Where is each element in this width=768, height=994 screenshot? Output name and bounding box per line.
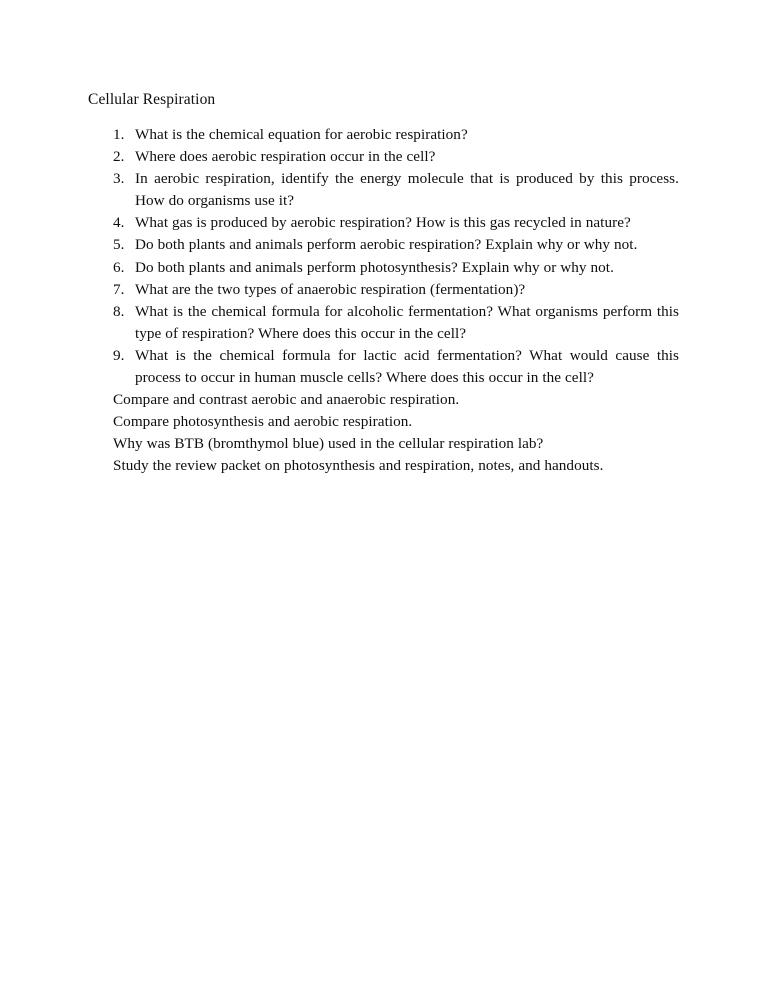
list-item	[88, 389, 679, 411]
page-title: Cellular Respiration	[88, 91, 216, 108]
list-item	[88, 345, 679, 389]
list-item	[88, 433, 679, 455]
list-item-text: What gas is produced by aerobic respiration? How is this gas recycled in nature?	[135, 214, 631, 232]
list-item-text: Do both plants and animals perform photosynthesis? Explain why or why not.	[135, 258, 614, 276]
list-item	[88, 124, 679, 146]
list-item	[88, 301, 679, 345]
list-item	[88, 411, 679, 433]
list-item	[88, 212, 679, 234]
list-item-number: 2.	[113, 148, 125, 166]
list-item	[88, 168, 679, 212]
list-item-text: Do both plants and animals perform aerobic respiration? Explain why or why not.	[135, 236, 638, 254]
question-list	[88, 124, 679, 478]
list-item-text: Where does aerobic respiration occur in the cell?	[135, 148, 436, 166]
list-item	[88, 455, 679, 477]
list-item-text: Study the review packet on photosynthesis and respiration, notes, and handouts.	[113, 457, 604, 475]
list-item-text: Compare photosynthesis and aerobic respiration.	[113, 413, 413, 431]
list-item-text: What is the chemical formula for alcoholic fermentation? What organisms perform this type of respiration? Where does this occur in the cell?	[135, 302, 679, 342]
list-item-number: 6.	[113, 258, 125, 276]
list-item-number: 3.	[113, 170, 125, 188]
list-item-number: 8.	[113, 302, 125, 320]
list-item	[88, 257, 679, 279]
list-item	[88, 146, 679, 168]
list-item-text: What is the chemical formula for lactic acid fermentation? What would cause this process to occur in human muscle cells? Where does this occur in the cell?	[135, 346, 679, 387]
list-item-number: 7.	[113, 280, 125, 298]
list-item-number: 1.	[113, 126, 125, 143]
list-item-text: What are the two types of anaerobic respiration (fermentation)?	[135, 280, 526, 298]
list-item-number: 5.	[113, 236, 125, 254]
list-item-number: 9.	[113, 346, 125, 364]
list-item	[88, 234, 679, 256]
list-item-text: In aerobic respiration, identify the energy molecule that is produced by this process. How do organisms use it?	[135, 170, 679, 210]
list-item	[88, 279, 679, 301]
list-item-text: Compare and contrast aerobic and anaerobic respiration.	[113, 391, 460, 409]
list-item-text: Why was BTB (bromthymol blue) used in the cellular respiration lab?	[113, 435, 544, 453]
list-item-text: What is the chemical equation for aerobic respiration?	[135, 126, 468, 143]
list-item-number: 4.	[113, 214, 125, 232]
